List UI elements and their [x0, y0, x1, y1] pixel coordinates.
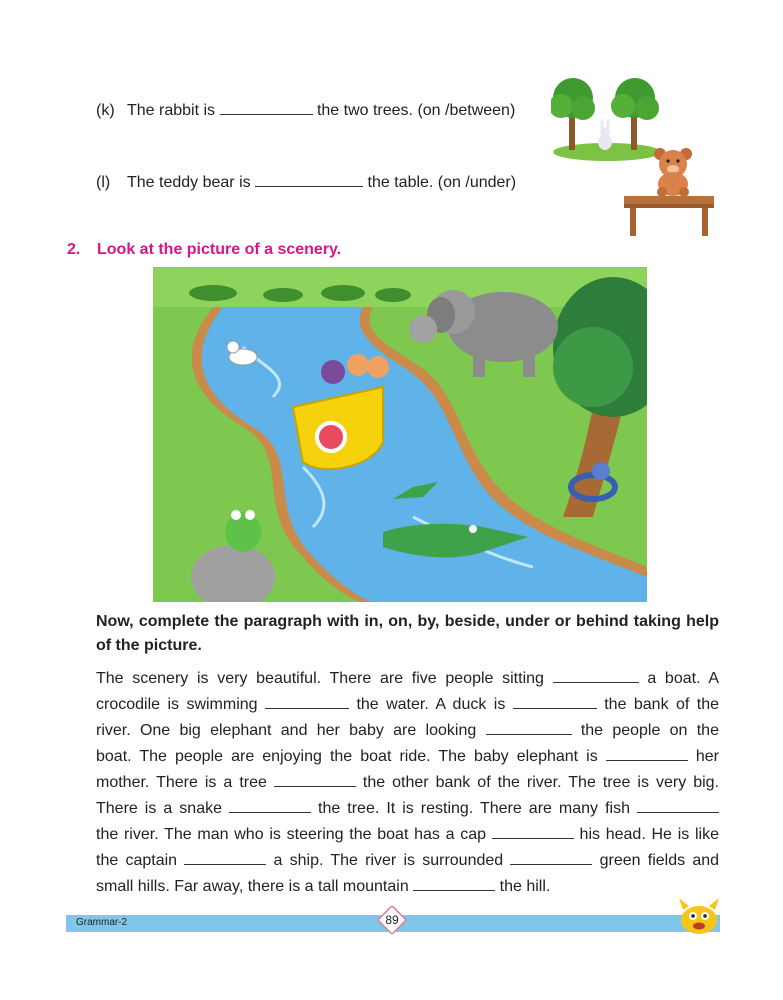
blank-12[interactable] — [413, 876, 495, 891]
paragraph-text: crocodile is swimming — [96, 696, 258, 713]
exercise-l-text-before: The teddy bear is — [127, 174, 251, 191]
blank-8[interactable] — [637, 798, 719, 813]
paragraph-line — [96, 666, 719, 692]
exercise-l-text-after: the table. (on /under) — [367, 174, 517, 191]
blank-10[interactable] — [184, 850, 266, 865]
section-2-heading — [67, 241, 341, 259]
footer-book-title: Grammar-2 — [76, 917, 128, 928]
paragraph-text: a boat. A — [647, 670, 720, 687]
paragraph-text: the bank of the — [604, 696, 720, 713]
exercise-l-blank[interactable] — [255, 172, 363, 187]
paragraph-line — [96, 718, 719, 744]
paragraph-line — [96, 822, 719, 848]
paragraph-text: the hill. — [499, 878, 551, 895]
blank-5[interactable] — [606, 746, 688, 761]
paragraph-text: small hills. Far away, there is a tall mountain — [96, 878, 409, 895]
paragraph-text: the people on the — [580, 722, 719, 739]
teddy-bear-table-illustration — [620, 144, 720, 238]
blank-6[interactable] — [274, 772, 356, 787]
paragraph-line — [96, 770, 719, 796]
paragraph-text: a ship. The river is surrounded — [273, 852, 504, 869]
scenery-illustration — [153, 267, 647, 602]
paragraph-text: The scenery is very beautiful. There are five people sitting — [96, 670, 544, 687]
instructions: Now, complete the paragraph with in, on, by, beside, under or behind taking help of the picture. — [96, 613, 719, 654]
paragraph-line — [96, 848, 719, 874]
fill-in-paragraph — [96, 666, 719, 900]
paragraph-text: river. One big elephant and her baby are looking — [96, 722, 477, 739]
exercise-k-text-before: The rabbit is — [127, 102, 216, 119]
paragraph-text: green fields and — [599, 852, 720, 869]
paragraph-line — [96, 874, 719, 900]
paragraph-text: the other bank of the river. The tree is very big. — [362, 774, 719, 791]
paragraph-text: her — [695, 748, 719, 765]
exercise-k-label: (k) — [96, 102, 115, 119]
paragraph-text: mother. There is a tree — [96, 774, 267, 791]
paragraph-text: the tree. It is resting. There are many fish — [318, 800, 630, 817]
exercise-k-blank[interactable] — [220, 100, 313, 115]
section-2-title: Look at the picture of a scenery. — [97, 241, 342, 258]
exercise-k-text-after: the two trees. (on /between) — [316, 102, 516, 119]
exercise-l-label: (l) — [96, 174, 111, 191]
exercise-k — [96, 100, 515, 120]
blank-2[interactable] — [265, 694, 349, 709]
mascot-icon — [673, 896, 725, 936]
paragraph-text: his head. He is like — [579, 826, 719, 843]
page-number: 89 — [385, 913, 399, 927]
paragraph-line — [96, 796, 719, 822]
paragraph-line — [96, 692, 719, 718]
paragraph-text: the river. The man who is steering the boat has a cap — [96, 826, 487, 843]
blank-11[interactable] — [510, 850, 592, 865]
blank-9[interactable] — [492, 824, 574, 839]
paragraph-text: boat. The people are enjoying the boat ride. The baby elephant is — [96, 748, 598, 765]
paragraph-text: the captain — [96, 852, 178, 869]
blank-7[interactable] — [229, 798, 311, 813]
paragraph-text: the water. A duck is — [356, 696, 506, 713]
exercise-l — [96, 172, 516, 192]
blank-3[interactable] — [513, 694, 597, 709]
blank-1[interactable] — [553, 668, 639, 683]
paragraph-text: There is a snake — [96, 800, 222, 817]
blank-4[interactable] — [486, 720, 572, 735]
paragraph-line — [96, 744, 719, 770]
section-2-number: 2. — [67, 241, 81, 258]
